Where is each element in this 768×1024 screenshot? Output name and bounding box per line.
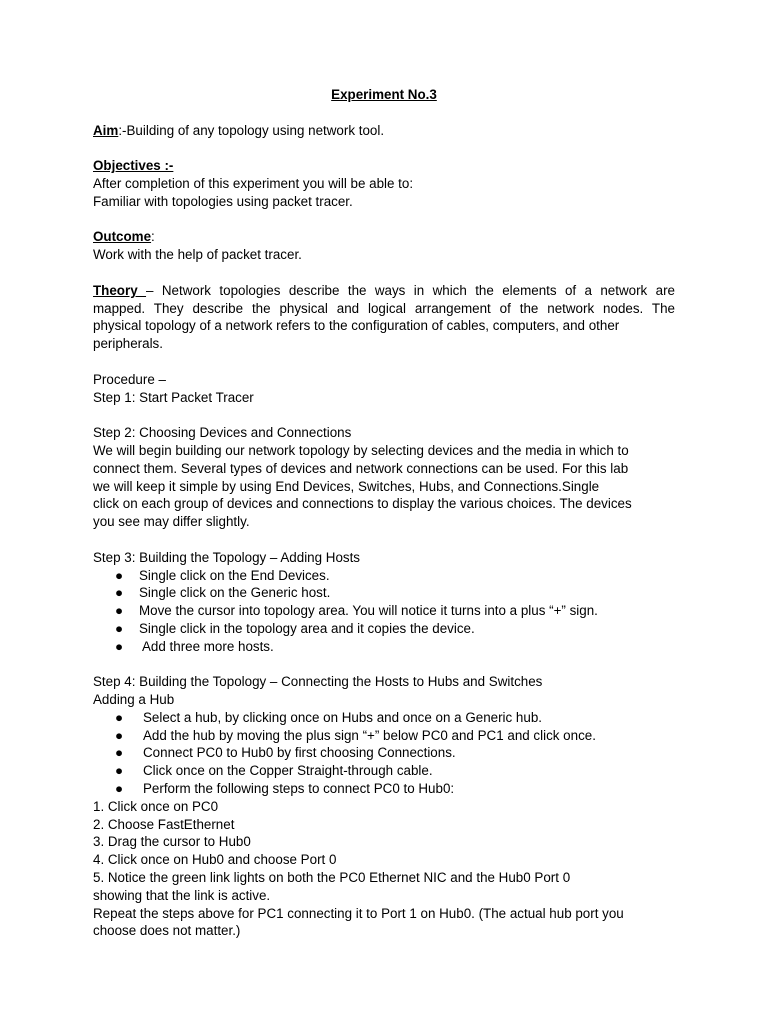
bullet-icon: ● xyxy=(115,727,124,743)
step2-heading: Step 2: Choosing Devices and Connections xyxy=(93,425,352,441)
bullet-icon: ● xyxy=(115,638,124,654)
theory-line xyxy=(93,282,675,300)
list-item xyxy=(93,584,675,602)
list-item xyxy=(93,727,675,745)
bullet-icon: ● xyxy=(115,709,124,725)
list-item xyxy=(93,567,675,585)
outcome-text: Work with the help of packet tracer. xyxy=(93,247,302,263)
aim-text: :-Building of any topology using network tool. xyxy=(118,122,385,138)
step2-line: we will keep it simple by using End Devices, Switches, Hubs, and Connections.Single xyxy=(93,478,600,494)
aim-line xyxy=(93,122,675,140)
list-item-text: Connect PC0 to Hub0 by first choosing Connections. xyxy=(143,745,456,761)
objectives-line: After completion of this experiment you will be able to: xyxy=(93,175,414,191)
step4-heading: Step 4: Building the Topology – Connecting the Hosts to Hubs and Switches xyxy=(93,674,543,690)
theory-line: physical topology of a network refers to the configuration of cables, computers, and other xyxy=(93,318,620,334)
list-item xyxy=(93,620,675,638)
step1: Step 1: Start Packet Tracer xyxy=(93,389,254,405)
numbered-step: 1. Click once on PC0 xyxy=(93,798,219,814)
outcome-heading xyxy=(93,228,675,246)
list-item-text: Select a hub, by clicking once on Hubs and once on a Generic hub. xyxy=(143,709,542,725)
page-title: Experiment No.3 xyxy=(331,87,437,102)
list-item-text: Add three more hosts. xyxy=(139,638,274,654)
objectives-heading xyxy=(93,157,675,175)
theory-line: peripherals. xyxy=(93,336,163,352)
step3-bullet-list xyxy=(93,567,675,656)
theory-label: Theory xyxy=(93,282,147,298)
bullet-icon: ● xyxy=(115,781,124,797)
bullet-icon: ● xyxy=(115,567,124,583)
bullet-icon: ● xyxy=(115,620,124,636)
list-item-text: Move the cursor into topology area. You will notice it turns into a plus “+” sign. xyxy=(139,603,598,619)
theory-text: – Network topologies describe the ways in which the elements of a network are xyxy=(146,282,675,298)
repeat-note: choose does not matter.) xyxy=(93,923,241,939)
step2-line: connect them. Several types of devices and network connections can be used. For this lab xyxy=(93,460,629,476)
objectives-line: Familiar with topologies using packet tracer. xyxy=(93,193,353,209)
list-item-text: Single click in the topology area and it copies the device. xyxy=(139,620,475,636)
numbered-step: 2. Choose FastEthernet xyxy=(93,816,235,832)
outcome-suffix: : xyxy=(151,229,155,245)
list-item xyxy=(93,780,675,798)
list-item xyxy=(93,744,675,762)
bullet-icon: ● xyxy=(115,585,124,601)
numbered-step: 4. Click once on Hub0 and choose Port 0 xyxy=(93,852,337,868)
list-item-text: Single click on the Generic host. xyxy=(139,585,331,601)
step4-subheading: Adding a Hub xyxy=(93,692,175,708)
theory-line: mapped. They describe the physical and logical arrangement of the network nodes. The xyxy=(93,300,675,316)
outcome-label: Outcome xyxy=(93,229,152,245)
repeat-note: Repeat the steps above for PC1 connecting it to Port 1 on Hub0. (The actual hub port you xyxy=(93,905,624,921)
list-item xyxy=(93,762,675,780)
list-item-text: Perform the following steps to connect PC0 to Hub0: xyxy=(143,781,455,797)
list-item-text: Click once on the Copper Straight-through cable. xyxy=(143,763,433,779)
aim-label: Aim xyxy=(93,122,119,138)
list-item-text: Add the hub by moving the plus sign “+” below PC0 and PC1 and click once. xyxy=(143,727,596,743)
step3-heading: Step 3: Building the Topology – Adding Hosts xyxy=(93,549,361,565)
list-item xyxy=(93,638,675,656)
list-item xyxy=(93,709,675,727)
bullet-icon: ● xyxy=(115,745,124,761)
list-item-text: Single click on the End Devices. xyxy=(139,567,330,583)
objectives-label: Objectives :- xyxy=(93,158,174,174)
numbered-step: showing that the link is active. xyxy=(93,887,271,903)
step2-line: click on each group of devices and connections to display the various choices. The devices xyxy=(93,496,632,512)
numbered-step: 3. Drag the cursor to Hub0 xyxy=(93,834,251,850)
document-page xyxy=(93,86,675,940)
step2-line: We will begin building our network topology by selecting devices and the media in which to xyxy=(93,442,629,458)
step4-bullet-list xyxy=(93,709,675,798)
bullet-icon: ● xyxy=(115,763,124,779)
bullet-icon: ● xyxy=(115,603,124,619)
procedure-heading: Procedure – xyxy=(93,371,166,387)
numbered-step: 5. Notice the green link lights on both the PC0 Ethernet NIC and the Hub0 Port 0 xyxy=(93,870,571,886)
step2-line: you see may differ slightly. xyxy=(93,514,250,530)
list-item xyxy=(93,602,675,620)
